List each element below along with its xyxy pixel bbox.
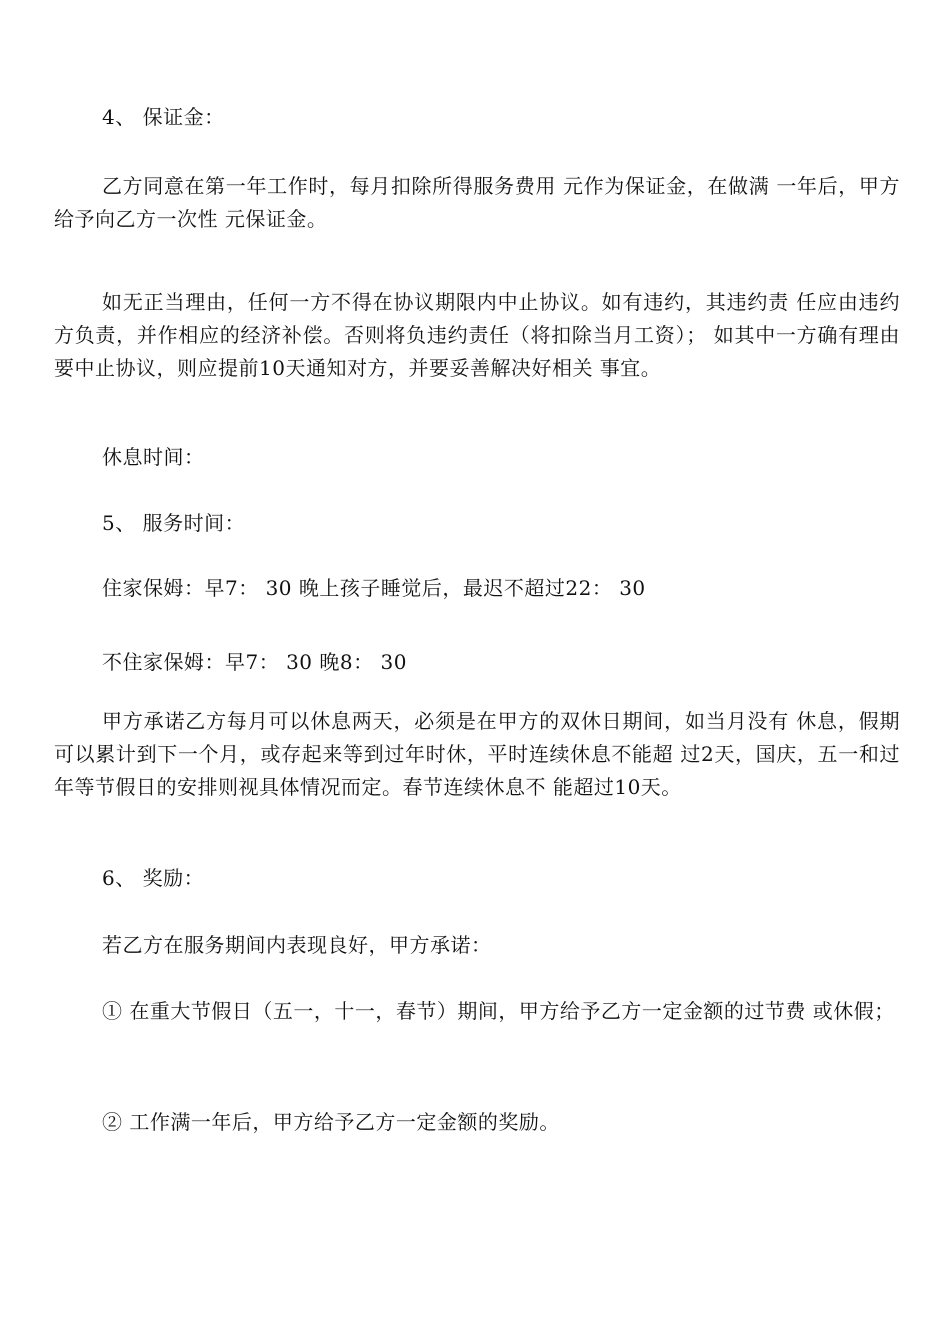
section-5-paragraph-rest-days: 甲方承诺乙方每月可以休息两天，必须是在甲方的双休日期间，如当月没有 休息，假期可以累计到下一个月，或存起来等到过年时休，平时连续休息不能超 过2天，国庆，五一和过年等节假日的安排则视具体情况而定。春节连续休息不 能超过10天。 bbox=[54, 709, 900, 799]
section-6-heading: 6、 奖励： bbox=[102, 866, 205, 890]
section-4-heading: 4、 保证金： bbox=[102, 105, 225, 129]
rest-time-heading: 休息时间： bbox=[102, 445, 205, 469]
section-5-heading: 5、 服务时间： bbox=[102, 511, 246, 535]
section-6-item-2: ② 工作满一年后，甲方给予乙方一定金额的奖励。 bbox=[102, 1110, 560, 1134]
live-in-nanny-hours: 住家保姆：早7： 30 晚上孩子睡觉后，最迟不超过22： 30 bbox=[102, 576, 646, 600]
section-6-item-1: ① 在重大节假日（五一，十一，春节）期间，甲方给予乙方一定金额的过节费 或休假； bbox=[102, 999, 895, 1023]
live-out-nanny-hours: 不住家保姆：早7： 30 晚8： 30 bbox=[102, 650, 407, 674]
section-4-paragraph-breach: 如无正当理由，任何一方不得在协议期限内中止协议。如有违约，其违约责 任应由违约方负责，并作相应的经济补偿。否则将负违约责任（将扣除当月工资）； 如其中一方确有理由要中止协议，则应提前10天通知对方，并要妥善解决好相关 事宜。 bbox=[54, 290, 900, 380]
section-4-paragraph-deposit: 乙方同意在第一年工作时，每月扣除所得服务费用 元作为保证金，在做满 一年后，甲方给予向乙方一次性 元保证金。 bbox=[54, 174, 900, 231]
section-6-paragraph-intro: 若乙方在服务期间内表现良好，甲方承诺： bbox=[102, 933, 492, 957]
